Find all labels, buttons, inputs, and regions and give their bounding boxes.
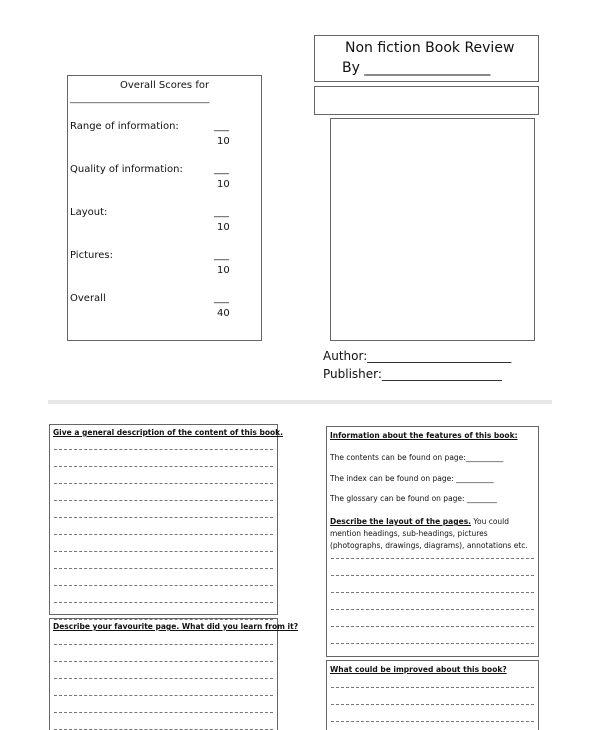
writing-line[interactable] bbox=[331, 557, 534, 559]
scores-name-blank[interactable]: _______________________________ bbox=[70, 94, 210, 104]
writing-lines[interactable] bbox=[50, 643, 277, 730]
cover-image-box[interactable] bbox=[330, 118, 535, 341]
writing-line[interactable] bbox=[54, 601, 273, 603]
writing-line[interactable] bbox=[54, 516, 273, 518]
score-blank[interactable]: ___ bbox=[214, 207, 229, 218]
favourite-page-question: Describe your favourite page. What did you learn from it? bbox=[53, 622, 299, 631]
writing-line[interactable] bbox=[331, 720, 534, 722]
title-box bbox=[314, 35, 539, 82]
contents-page-field[interactable]: The contents can be found on page:__________ bbox=[330, 453, 504, 462]
writing-line[interactable] bbox=[54, 643, 273, 645]
separator bbox=[48, 400, 552, 404]
writing-lines[interactable] bbox=[327, 686, 538, 730]
writing-lines[interactable] bbox=[327, 557, 538, 659]
writing-line[interactable] bbox=[54, 584, 273, 586]
features-heading: Information about the features of this book: bbox=[330, 431, 518, 440]
writing-line[interactable] bbox=[54, 550, 273, 552]
by-line[interactable]: By __________________ bbox=[342, 60, 491, 76]
writing-line[interactable] bbox=[54, 694, 273, 696]
scores-heading: Overall Scores for bbox=[120, 80, 210, 91]
description-box bbox=[49, 424, 283, 615]
improvements-question: What could be improved about this book? bbox=[330, 665, 507, 674]
index-page-field[interactable]: The index can be found on page: __________ bbox=[330, 474, 494, 483]
score-label: Layout: bbox=[70, 207, 108, 218]
layout-hint: You could mention headings, sub-headings, pictures (photographs, drawings, diagrams), annotations etc. bbox=[330, 517, 528, 550]
writing-line[interactable] bbox=[331, 642, 534, 644]
writing-line[interactable] bbox=[331, 591, 534, 593]
score-blank[interactable]: ___ bbox=[214, 164, 229, 175]
writing-line[interactable] bbox=[331, 574, 534, 576]
title: Non fiction Book Review bbox=[345, 40, 515, 56]
score-max: 10 bbox=[217, 179, 230, 190]
score-max: 10 bbox=[217, 265, 230, 276]
score-max: 10 bbox=[217, 136, 230, 147]
scores-box bbox=[67, 75, 262, 341]
layout-question bbox=[330, 516, 535, 552]
layout-question-label: Describe the layout of the pages. bbox=[330, 517, 472, 526]
writing-line[interactable] bbox=[331, 625, 534, 627]
score-label: Quality of information: bbox=[70, 164, 183, 175]
publisher-field[interactable]: Publisher:____________________ bbox=[323, 367, 502, 381]
score-max: 40 bbox=[217, 308, 230, 319]
score-label: Overall bbox=[70, 293, 106, 304]
improvements-box bbox=[326, 660, 539, 730]
score-blank[interactable]: ___ bbox=[214, 293, 229, 304]
writing-line[interactable] bbox=[54, 448, 273, 450]
score-label: Pictures: bbox=[70, 250, 113, 261]
score-max: 10 bbox=[217, 222, 230, 233]
glossary-page-field[interactable]: The glossary can be found on page: ________ bbox=[330, 494, 497, 503]
features-box bbox=[326, 426, 539, 657]
score-label: Range of information: bbox=[70, 121, 179, 132]
writing-line[interactable] bbox=[331, 608, 534, 610]
writing-line[interactable] bbox=[54, 465, 273, 467]
writing-line[interactable] bbox=[54, 499, 273, 501]
writing-line[interactable] bbox=[54, 660, 273, 662]
writing-line[interactable] bbox=[54, 482, 273, 484]
writing-line[interactable] bbox=[54, 677, 273, 679]
favourite-page-box bbox=[49, 618, 299, 730]
writing-line[interactable] bbox=[54, 533, 273, 535]
writing-line[interactable] bbox=[54, 567, 273, 569]
writing-line[interactable] bbox=[331, 686, 534, 688]
book-title-field[interactable] bbox=[314, 86, 539, 115]
score-blank[interactable]: ___ bbox=[214, 250, 229, 261]
author-field[interactable]: Author:________________________ bbox=[323, 349, 512, 363]
writing-line[interactable] bbox=[331, 703, 534, 705]
description-question: Give a general description of the content of this book. bbox=[53, 428, 283, 437]
writing-lines[interactable] bbox=[50, 448, 277, 635]
writing-line[interactable] bbox=[54, 711, 273, 713]
score-blank[interactable]: ___ bbox=[214, 121, 229, 132]
